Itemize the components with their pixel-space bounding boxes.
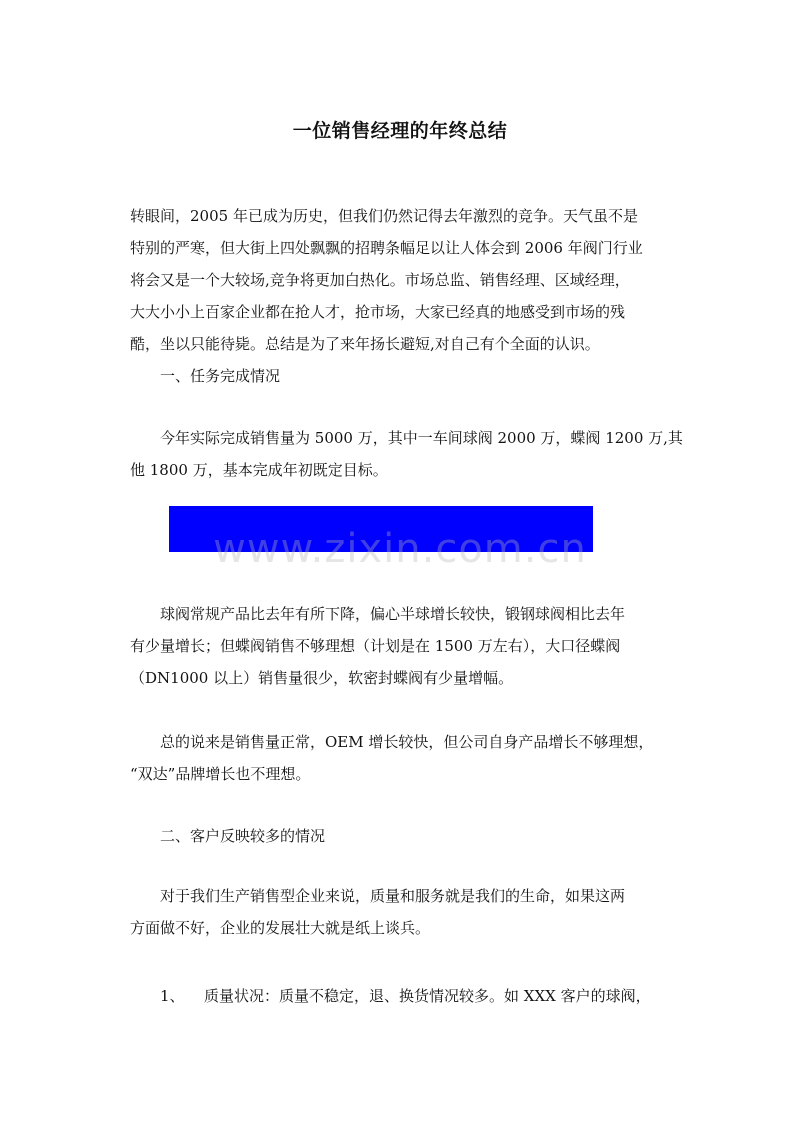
section-heading-customers: 二、客户反映较多的情况: [160, 827, 326, 845]
list-item-text: 质量状况：质量不稳定，退、换货情况较多。如 XXX 客户的球阀，: [204, 987, 651, 1005]
intro-line-4: 大大小小上百家企业都在抢人才，抢市场，大家已经真的地感受到市场的残: [130, 303, 626, 321]
life-line-1: 对于我们生产销售型企业来说，质量和服务就是我们的生命，如果这两: [160, 887, 626, 905]
sales-line-2: 他 1800 万，基本完成年初既定目标。: [130, 461, 388, 479]
ball-valve-line-3: （DN1000 以上）销售量很少，软密封蝶阀有少量增幅。: [130, 669, 514, 687]
ball-valve-line-2: 有少量增长；但蝶阀销售不够理想（计划是在 1500 万左右），大口径蝶阀: [130, 637, 621, 655]
intro-line-3: 将会又是一个大较场,竞争将更加白热化。市场总监、销售经理、区域经理，: [130, 271, 630, 289]
summary-line-1: 总的说来是销售量正常，OEM 增长较快，但公司自身产品增长不够理想，: [160, 733, 654, 751]
document-title: 一位销售经理的年终总结: [292, 120, 508, 142]
section-heading-tasks: 一、任务完成情况: [160, 367, 281, 385]
intro-line-1: 转眼间，2005 年已成为历史，但我们仍然记得去年激烈的竞争。天气虽不是: [130, 207, 638, 225]
list-item-number: 1、: [160, 987, 185, 1005]
life-line-2: 方面做不好，企业的发展壮大就是纸上谈兵。: [130, 919, 431, 937]
watermark-text: www.zixin.com.cn: [213, 526, 587, 572]
sales-line-1: 今年实际完成销售量为 5000 万，其中一车间球阀 2000 万，蝶阀 1200 万,其: [160, 429, 683, 447]
list-item-quality: [160, 986, 651, 1006]
intro-line-2: 特别的严寒，但大街上四处飘飘的招聘条幅足以让人体会到 2006 年阀门行业: [130, 239, 643, 257]
intro-line-5: 酷，坐以只能待毙。总结是为了来年扬长避短,对自己有个全面的认识。: [130, 335, 600, 353]
summary-line-2: “双达”品牌增长也不理想。: [130, 765, 311, 783]
ball-valve-line-1: 球阀常规产品比去年有所下降，偏心半球增长较快，锻钢球阀相比去年: [160, 605, 626, 623]
